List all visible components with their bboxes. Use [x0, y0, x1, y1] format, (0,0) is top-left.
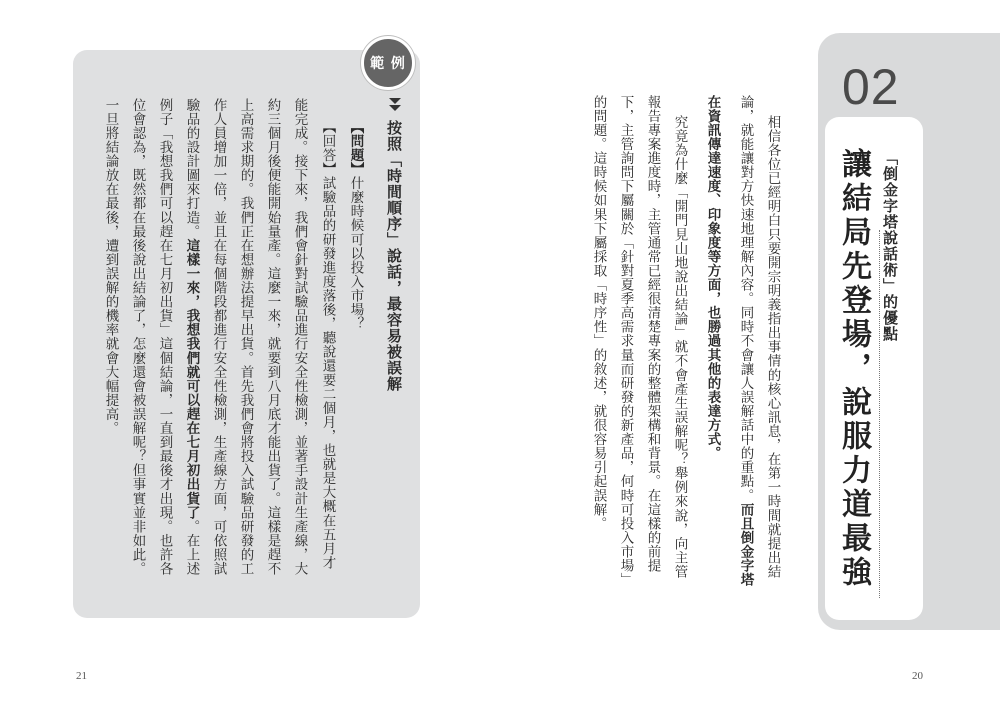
chapter-subtitle: 「倒金字塔說話術」的優點 — [881, 150, 899, 342]
body-line: 論，就能讓對方快速地理解內容。同時不會讓人誤解話中的重點。而且倒金字塔 — [737, 95, 754, 587]
body-line: 的問題。這時候如果下屬採取「時序性」的敘述，就很容易引起誤解。 — [590, 95, 607, 531]
example-line: 一旦將結論放在最後，遭到誤解的機率就會大幅提高。 — [102, 98, 119, 436]
body-line: 究竟為什麼「開門見山地說出結論」就不會產生誤解呢？舉例來說，向主管 — [671, 115, 688, 579]
example-line: 位會認為，既然都在最後說出結論了，怎麼還會被誤解呢？但事實並非如此。 — [129, 98, 146, 576]
example-line: 【問題】什麼時候可以投入市場？ — [347, 120, 364, 331]
body-line: 報告專案進度時，主管通常已經很清楚專案的整體架構和背景。在這樣的前提 — [644, 95, 661, 573]
question-tag: 【問題】 — [347, 120, 364, 177]
example-line: 例子「我想我們可以趕在七月初出貨」這個結論，一直到最後才出現。也許各 — [156, 98, 173, 576]
body-line: 相信各位已經明白只要開宗明義指出事情的核心訊息，在第一時間就提出結 — [764, 115, 781, 579]
dotted-rule — [879, 230, 880, 598]
example-line: 作人員增加一倍，並且在每個階段都進行安全性檢測，生產線方面，可依照試 — [210, 98, 227, 576]
example-heading: 按照「時間順序」說話，最容易被誤解 — [385, 120, 403, 392]
body-line: 在資訊傳達速度、印象度等方面，也勝過其他的表達方式。 — [704, 95, 721, 461]
double-arrow-down-icon — [388, 97, 402, 113]
example-line: 驗品的設計圖來打造。這樣一來，我想我們就可以趕在七月初出貨了。在上述 — [183, 98, 200, 576]
example-badge: 範 例 — [361, 36, 415, 90]
page-number-left: 21 — [76, 670, 87, 682]
example-line: 能完成。接下來，我們會針對試驗品進行安全性檢測，並著手設計生產線，大 — [291, 98, 308, 576]
page-number-right: 20 — [912, 670, 923, 682]
chapter-number: 02 — [842, 59, 900, 115]
example-line: 約三個月後便能開始量產。這麼一來，就要到八月底才能出貨了。這樣是趕不 — [264, 98, 281, 576]
example-line: 上高需求期的。我們正在想辦法提早出貨。首先我們會將投入試驗品研發的工 — [237, 98, 254, 576]
example-line: 【回答】試驗品的研發進度落後，聽說還要二個月，也就是大概在五月才 — [319, 120, 336, 570]
body-line: 下，主管詢問下屬關於「針對夏季高需求量而研發的新產品，何時可投入市場」 — [617, 95, 634, 587]
chapter-title: 讓結局先登場，說服力道最強 — [836, 148, 871, 590]
